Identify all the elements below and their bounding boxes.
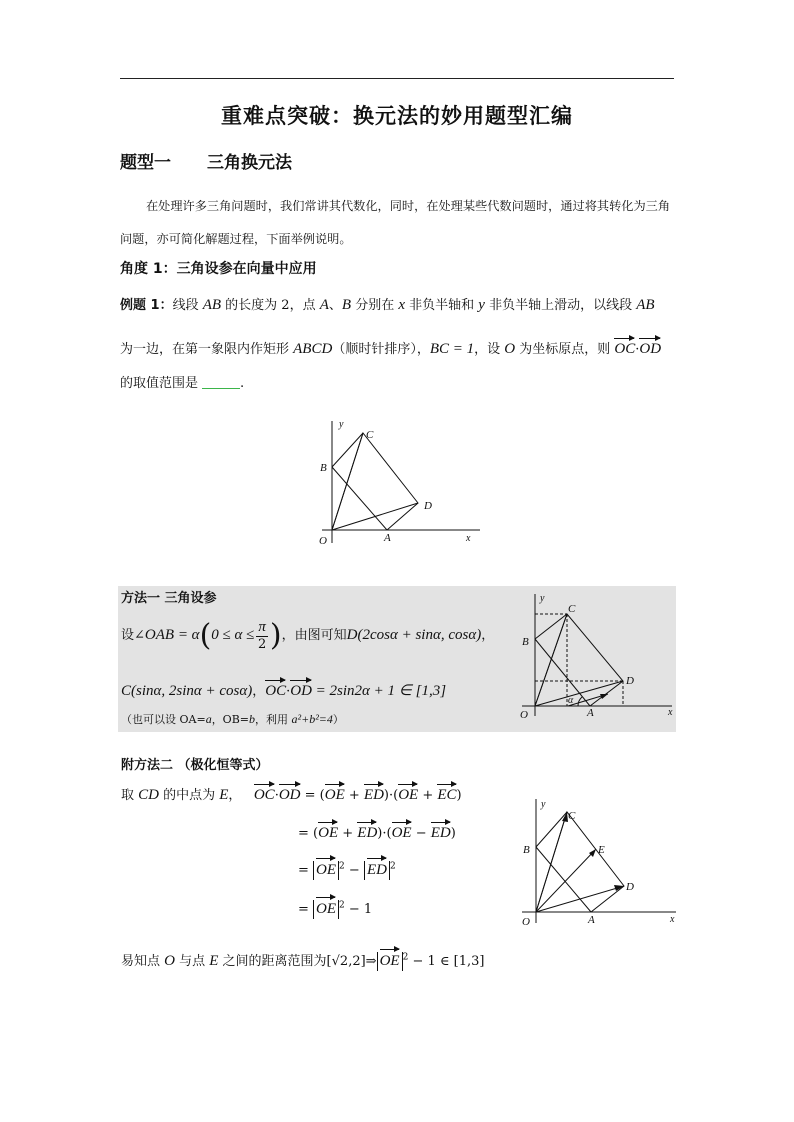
paren-close: ): [269, 618, 282, 653]
method1-line-2: C(sinα, 2sinα + cosα)，OC·OD = 2sin2α + 1 ∈ [1,3]: [121, 683, 447, 699]
section-name: 三角换元法: [207, 153, 292, 173]
method2-line-4: = OE $^2$ − 1: [298, 900, 373, 917]
sqrt2: √2: [331, 954, 349, 969]
text: 的取值范围是: [120, 376, 199, 391]
label-x: x: [668, 707, 673, 718]
text: 的中点为: [158, 788, 220, 803]
vector-OD: OD: [290, 683, 312, 699]
text: ，设: [474, 342, 505, 357]
abs-ED: [364, 861, 390, 880]
expr-cond: 0 ≤ α ≤: [211, 627, 255, 643]
var-O: O: [164, 953, 175, 969]
label-A: A: [587, 707, 594, 719]
numerator: π: [258, 619, 266, 635]
vector-OE: OE: [391, 825, 412, 841]
text: 非负半轴上滑动，以线段: [484, 298, 637, 313]
abs-OE: [377, 952, 403, 971]
expr-result: = 2sin2α + 1 ∈ [1,3]: [311, 683, 447, 699]
fraction-pi-2: [256, 619, 268, 652]
label-y: y: [339, 419, 344, 430]
var-E: E: [219, 787, 229, 803]
text: 分别在: [351, 298, 399, 313]
label-E: E: [598, 844, 605, 856]
example-line-1: [120, 294, 680, 314]
vector-OE: OE: [316, 901, 337, 917]
label-O: O: [520, 709, 528, 721]
var-AB: AB: [202, 297, 222, 313]
section-label: 题型一: [120, 153, 171, 173]
var-B: B: [341, 297, 352, 313]
text: ]⇒: [360, 954, 377, 969]
var-A: A: [319, 297, 329, 313]
label-A: A: [588, 914, 595, 926]
figure-1: [310, 415, 485, 554]
vector-OE: OE: [318, 825, 339, 841]
vector-ED: ED: [363, 787, 384, 803]
vector-OE: OE: [398, 787, 419, 803]
text: 设∠: [121, 628, 145, 643]
method2-line-2: = (OE + ED)·(OE − ED): [298, 825, 456, 841]
text: （也可以设 OA=: [121, 713, 206, 726]
figure-3-svg: [510, 795, 680, 927]
label-alpha: α: [568, 695, 574, 706]
text: 取: [121, 788, 139, 803]
label-D: D: [626, 675, 634, 687]
label-A: A: [384, 532, 391, 544]
text: ，利用: [255, 713, 292, 726]
intro-paragraph: 在处理许多三角问题时，我们常讲其代数化，同时，在处理某些代数问题时，通过将其转化为三角问题，亦可简化解题过程，下面举例说明。: [120, 199, 671, 246]
vector-OC: OC: [253, 787, 275, 803]
label-C: C: [568, 810, 576, 822]
angle-heading: 角度 1：三角设参在向量中应用: [120, 261, 317, 277]
var-AB: AB: [636, 297, 655, 313]
label-D: D: [626, 881, 634, 893]
text: 为一边，在第一象限内作矩形: [120, 342, 294, 357]
var-y: y: [478, 297, 485, 313]
text: ，: [252, 684, 266, 699]
header-rule: [120, 78, 674, 79]
vector-OE: OE: [316, 862, 337, 878]
abs-OE: [313, 900, 339, 919]
vector-OE: OE: [379, 953, 400, 969]
denominator: 2: [257, 637, 267, 652]
text: 之间的距离范围为[: [218, 954, 332, 969]
method1-note: [121, 711, 344, 727]
method1-line-1: [121, 618, 494, 653]
vector-OD: OD: [278, 787, 301, 803]
label-y: y: [540, 593, 545, 604]
text: ，: [228, 788, 242, 803]
text: 线段: [172, 298, 203, 313]
text: 的长度为 2，点: [221, 298, 320, 313]
text: ,2: [348, 954, 361, 969]
var-x: x: [398, 297, 406, 313]
var-ABCD: ABCD: [293, 341, 333, 357]
text: ）: [332, 713, 344, 726]
text: ，由图可知: [281, 628, 347, 643]
vector-OC: OC: [265, 683, 287, 699]
example-line-3: [120, 372, 680, 391]
text: 与点: [174, 954, 210, 969]
method2-line-1: 取 CD 的中点为 E， OC·OD = (OE + ED)·(OE + EC): [121, 787, 462, 803]
expr-D: D(2cosα + sinα, cosα): [346, 627, 482, 643]
label-y: y: [541, 799, 546, 810]
label-x: x: [670, 914, 675, 925]
vector-ED: ED: [366, 862, 387, 878]
expr-OAB: OAB = α: [144, 627, 200, 643]
section-heading: [120, 148, 292, 173]
label-x: x: [466, 533, 471, 544]
dot: ·: [635, 342, 640, 357]
vector-ED: ED: [430, 825, 451, 841]
var-a: a: [205, 712, 212, 726]
label-O: O: [319, 535, 327, 547]
example-label: 例题 1：: [120, 298, 173, 313]
text: 、: [328, 298, 342, 313]
method2-title: 附方法二 （极化恒等式）: [121, 758, 269, 773]
label-C: C: [568, 603, 576, 615]
abs-OE: [313, 861, 339, 880]
vector-ED: ED: [357, 825, 378, 841]
text: ，: [481, 628, 495, 643]
var-CD: CD: [138, 787, 159, 803]
label-B: B: [320, 462, 327, 474]
var-b: b: [249, 712, 256, 726]
answer-blank: [202, 388, 240, 389]
figure-2: [510, 590, 676, 726]
example-line-2: [120, 338, 680, 358]
text: 非负半轴和: [405, 298, 479, 313]
text: ，OB=: [211, 713, 250, 726]
figure-1-svg: [310, 415, 485, 550]
text: 易知点: [121, 954, 165, 969]
vector-OD: OD: [639, 341, 662, 357]
text: （顺时针排序），: [332, 342, 430, 357]
expr-ab: a²+b²=4: [291, 712, 333, 726]
vector-OC: OC: [614, 341, 636, 357]
paren-open: (: [199, 618, 212, 653]
method2-line-3: = OE $^2$ − ED $^2$: [298, 861, 396, 878]
page-title: 重难点突破：换元法的妙用题型汇编: [221, 104, 573, 128]
var-BC: BC = 1: [429, 341, 475, 357]
vector-OE: OE: [324, 787, 345, 803]
figure-3: [510, 795, 680, 931]
label-D: D: [424, 500, 432, 512]
method2-conclusion: 易知点 O 与点 E 之间的距离范围为[√2,2]⇒ OE $^2$ − 1 ∈ [1,3]: [121, 952, 485, 969]
vector-EC: EC: [437, 787, 457, 803]
text: − 1: [344, 902, 373, 917]
label-C: C: [366, 429, 374, 441]
label-B: B: [523, 844, 530, 856]
method1-title: 方法一 三角设参: [121, 591, 217, 606]
expr-C: C(sinα, 2sinα + cosα): [121, 683, 253, 699]
figure-2-svg: [510, 590, 676, 722]
label-B: B: [522, 636, 529, 648]
var-E: E: [209, 953, 219, 969]
var-O: O: [504, 341, 516, 357]
text: 为坐标原点，则: [515, 342, 615, 357]
text: − 1 ∈ [1,3]: [408, 954, 485, 969]
text: .: [240, 376, 245, 391]
label-O: O: [522, 916, 530, 927]
